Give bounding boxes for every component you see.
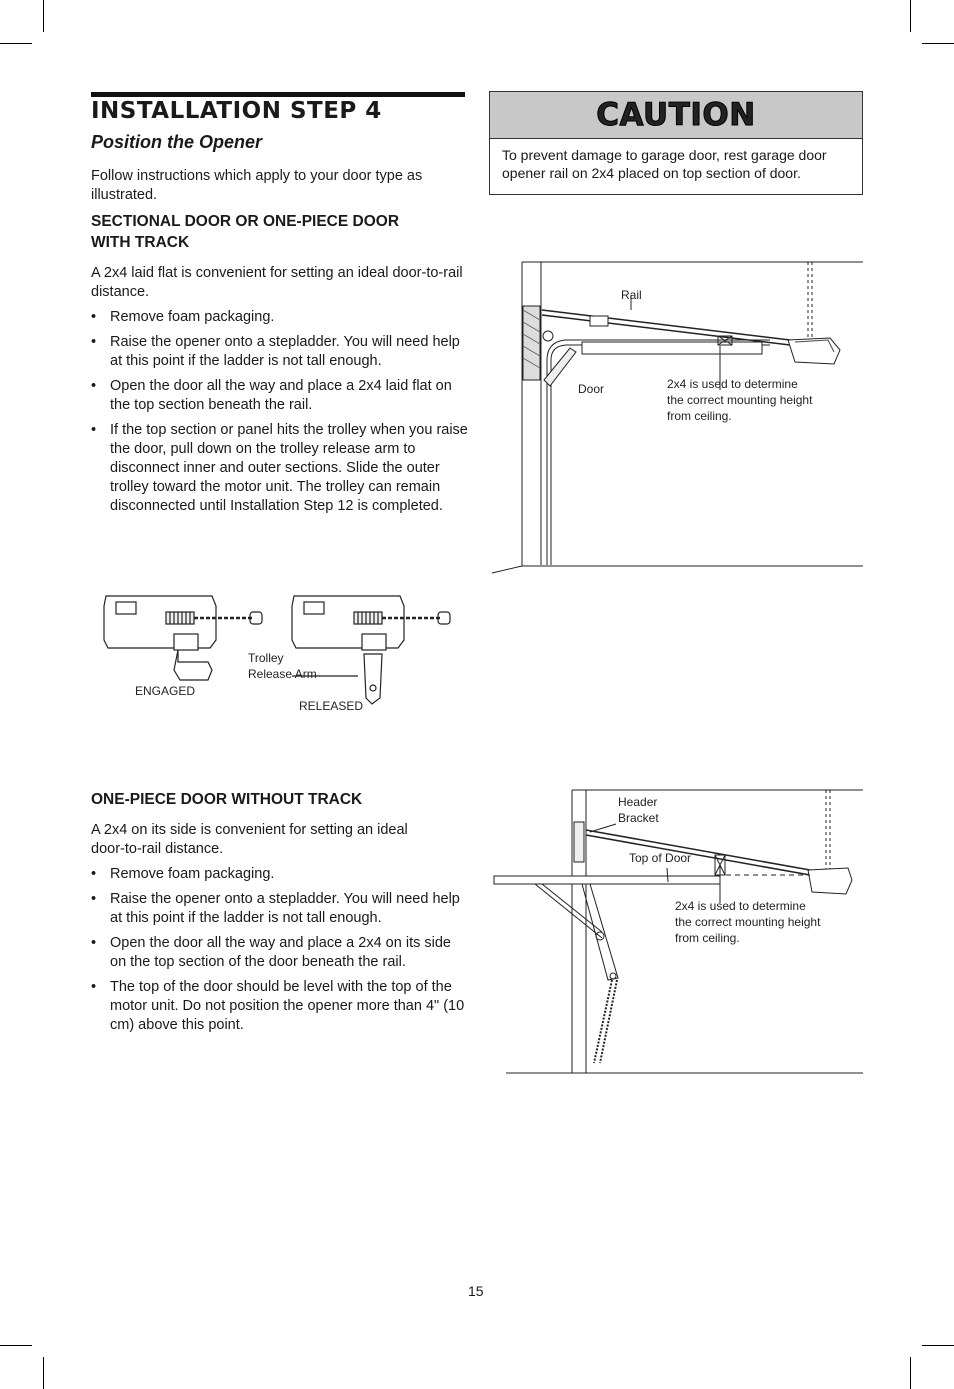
list-item: • Open the door all the way and place a 2x4 on its side on the top section of the door beneath the rail. — [91, 934, 469, 972]
caution-text: To prevent damage to garage door, rest garage door opener rail on 2x4 placed on top section of door. — [502, 147, 827, 181]
section2-intro — [91, 821, 481, 859]
note-line: 2x4 is used to determine — [675, 899, 806, 913]
section2-heading: ONE-PIECE DOOR WITHOUT TRACK — [91, 791, 363, 808]
page-title: INSTALLATION STEP 4 — [91, 98, 382, 124]
note-line: from ceiling. — [667, 409, 732, 423]
crop-mark — [922, 1345, 954, 1346]
header-label-line2: Bracket — [618, 811, 659, 825]
crop-mark — [0, 1345, 32, 1346]
caution-box — [489, 91, 863, 195]
section2-intro-line1: A 2x4 on its side is convenient for setting an ideal — [91, 822, 408, 838]
title-rule — [91, 92, 465, 97]
section1-heading-line2: WITH TRACK — [91, 234, 190, 251]
caution-heading: CAUTION — [596, 97, 756, 133]
crop-mark — [922, 43, 954, 44]
list-item: • Raise the opener onto a stepladder. You will need help at this point if the ladder is not tall enough. — [91, 890, 469, 928]
page-number: 15 — [468, 1283, 484, 1299]
engaged-label: ENGAGED — [135, 684, 196, 698]
list-item: • Raise the opener onto a stepladder. You will need help at this point if the ladder is not tall enough. — [91, 333, 469, 371]
intro-text: Follow instructions which apply to your door type as illustrated. — [91, 168, 423, 203]
crop-mark — [0, 43, 32, 44]
released-label: RELEASED — [299, 699, 364, 713]
section1-heading-line1: SECTIONAL DOOR OR ONE-PIECE DOOR — [91, 213, 400, 230]
note-line: the correct mounting height — [667, 393, 813, 407]
section1-heading — [91, 211, 399, 253]
door-label: Door — [578, 382, 605, 396]
list-item: • Open the door all the way and place a 2x4 laid flat on the top section beneath the rail. — [91, 377, 469, 415]
note-line: 2x4 is used to determine — [667, 377, 798, 391]
list-item: • Remove foam packaging. — [91, 865, 469, 884]
section2-intro-line2: door-to-rail distance. — [91, 841, 224, 857]
trolley-label-line2: Release Arm — [248, 667, 317, 681]
diagram1-note — [667, 376, 812, 424]
rail-label: Rail — [621, 288, 642, 302]
header-bracket-label — [618, 794, 659, 826]
crop-mark — [43, 1357, 44, 1389]
header-label-line1: Header — [618, 795, 658, 809]
note-line: from ceiling. — [675, 931, 740, 945]
top-of-door-label: Top of Door — [629, 851, 692, 865]
trolley-release-label — [248, 650, 317, 682]
crop-mark — [43, 0, 44, 32]
list-item: • If the top section or panel hits the trolley when you raise the door, pull down on the trolley release arm to disconnect inner and outer sections. Slide the outer trolley toward the motor unit. The trolley can remain disconnected until Installation Step 12 is completed. — [91, 421, 469, 516]
page-subtitle: Position the Opener — [91, 132, 263, 152]
list-item: • Remove foam packaging. — [91, 308, 469, 327]
note-line: the correct mounting height — [675, 915, 821, 929]
list-item: • The top of the door should be level with the top of the motor unit. Do not position the opener more than 4" (10 cm) above this point. — [91, 978, 469, 1035]
section1-intro: A 2x4 laid flat is convenient for setting an ideal door-to-rail distance. — [91, 265, 463, 300]
section2-list — [91, 865, 469, 1041]
caution-header — [490, 92, 862, 139]
trolley-label-line1: Trolley — [248, 651, 284, 665]
diagram2-note — [675, 898, 820, 946]
crop-mark — [910, 1357, 911, 1389]
section1-list — [91, 308, 469, 522]
crop-mark — [910, 0, 911, 32]
